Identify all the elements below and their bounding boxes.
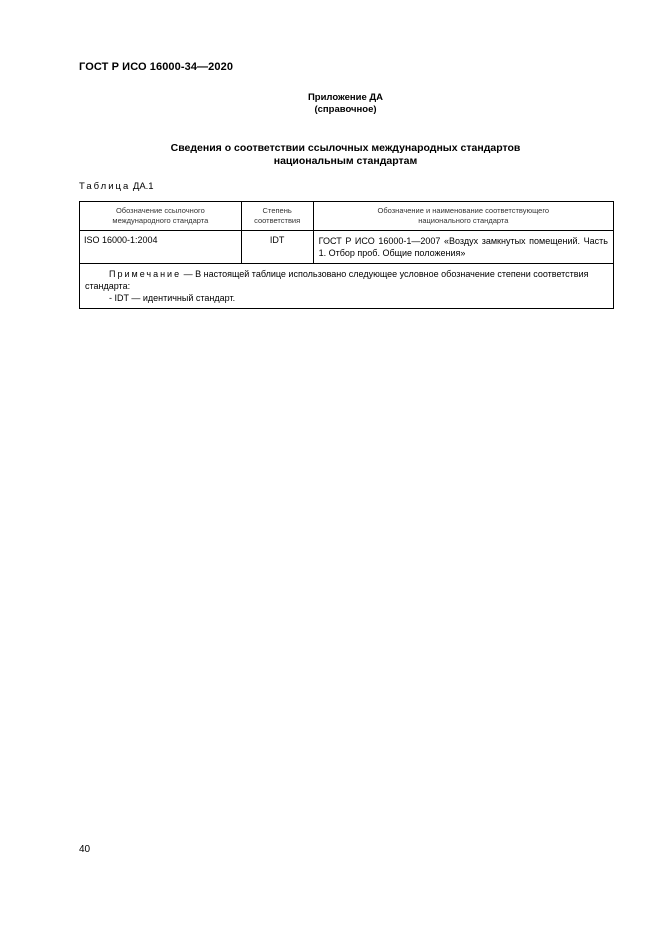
table-caption-label: Таблица — [79, 181, 131, 192]
annex-title: Приложение ДА — [307, 92, 384, 103]
section-title-line2: национальным стандартам — [273, 155, 418, 167]
table-caption-number: ДА.1 — [132, 181, 154, 192]
table-header-row — [80, 202, 614, 231]
table-note — [80, 264, 614, 309]
annex-subtitle: (справочное) — [314, 104, 377, 115]
table-caption — [79, 181, 154, 192]
section-title — [0, 142, 661, 168]
table-note-row — [80, 264, 614, 309]
document-header: ГОСТ Р ИСО 16000-34—2020 — [79, 61, 234, 73]
cell-intl-standard: ISO 16000-1:2004 — [80, 231, 242, 264]
header-intl-standard: Обозначение ссылочного международного стандарта — [80, 202, 242, 231]
table-row — [80, 231, 614, 264]
note-text: — В настоящей таблице использовано следующее условное обозначение степени соответствия стандарта: — [85, 269, 589, 291]
header-national-standard: Обозначение и наименование соответствующего национального стандарта — [313, 202, 613, 231]
note-label: Примечание — [109, 269, 182, 279]
cell-national-standard: ГОСТ Р ИСО 16000-1—2007 «Воздух замкнутых помещений. Часть 1. Отбор проб. Общие положения» — [313, 231, 613, 264]
correspondence-table — [79, 201, 614, 309]
header-degree: Степень соответствия — [241, 202, 313, 231]
annex-heading — [0, 92, 661, 116]
page-number: 40 — [79, 844, 91, 855]
cell-degree: IDT — [241, 231, 313, 264]
note-item: - IDT — идентичный стандарт. — [109, 293, 236, 303]
section-title-line1: Сведения о соответствии ссылочных международных стандартов — [170, 142, 521, 154]
